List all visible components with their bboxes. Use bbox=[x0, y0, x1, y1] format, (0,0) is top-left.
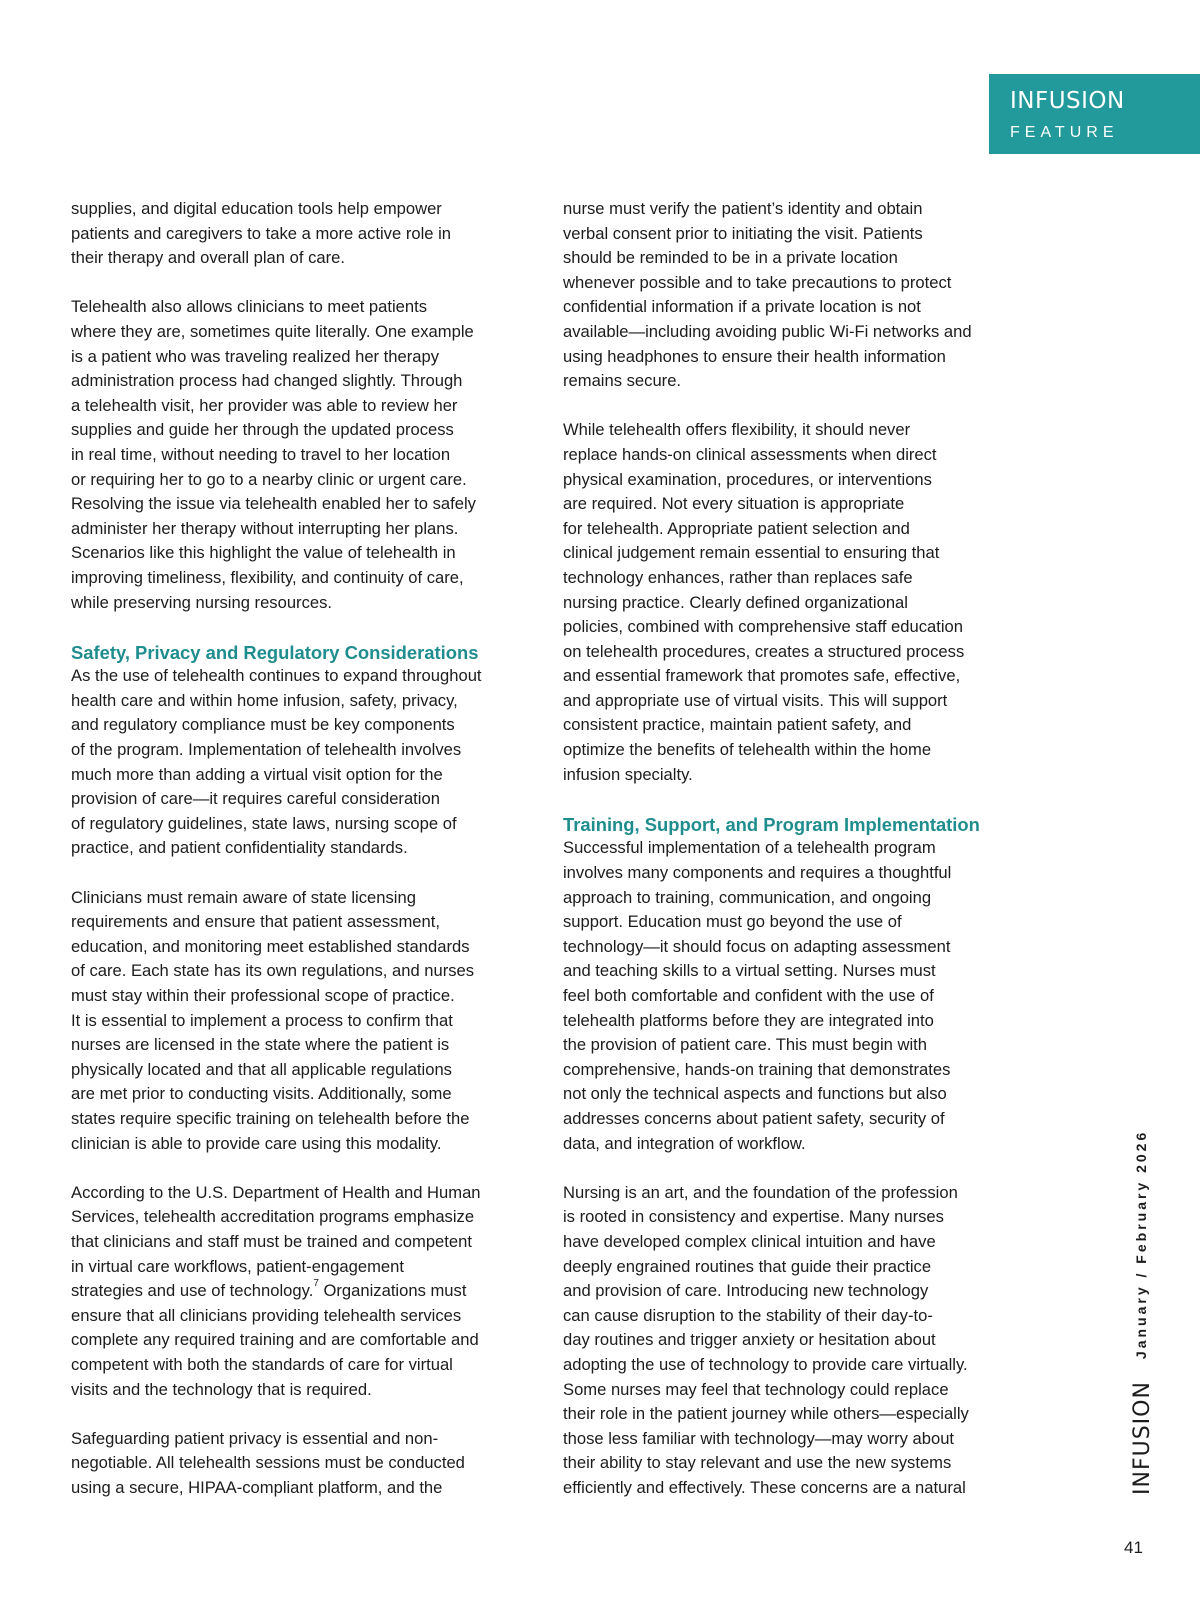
left-paragraph-5-part-b: Organizations must ensure that all clinicians providing telehealth services complete any required training and are comfortable and competent with both the standards of care for virtual visits and the technology that is required. bbox=[71, 1281, 479, 1399]
section-heading-training: Training, Support, and Program Implementation bbox=[563, 813, 980, 835]
badge-section-label: FEATURE bbox=[1010, 124, 1119, 141]
reference-superscript: 7 bbox=[313, 1278, 319, 1290]
section-heading-safety: Safety, Privacy and Regulatory Considerations bbox=[71, 641, 479, 663]
right-column bbox=[563, 197, 1023, 1525]
right-paragraph-2: While telehealth offers flexibility, it should never replace hands-on clinical assessments when direct physical examination, procedures, or interventions are required. Not every situation is appropriate for telehealth. Appropriate patient selection and clinical judgement remain essential to ensuring that technology enhances, rather than replaces safe nursing practice. Clearly defined organizational policies, combined with comprehensive staff education on telehealth procedures, creates a structured process and essential framework that promotes safe, effective, and appropriate use of virtual visits. This will support consistent practice, maintain patient safety, and optimize the benefits of telehealth within the home infusion specialty. bbox=[563, 420, 965, 784]
page-number: 41 bbox=[1124, 1538, 1143, 1557]
vertical-footer bbox=[1130, 1130, 1155, 1495]
left-paragraph-6: Safeguarding patient privacy is essential and non- negotiable. All telehealth sessions must be conducted using a secure, HIPAA-compliant platform, and the bbox=[71, 1428, 465, 1497]
right-paragraph-3: Successful implementation of a telehealth program involves many components and requires a thoughtful approach to training, communication, and ongoing support. Education must go beyond the use of technology—it should focus on adapting assessment and teaching skills to a virtual setting. Nurses must feel both comfortable and confident with the use of telehealth platforms before they are integrated into the provision of patient care. This must begin with comprehensive, hands-on training that demonstrates not only the technical aspects and functions but also addresses concerns about patient safety, security of data, and integration of workflow. bbox=[563, 838, 952, 1153]
right-paragraph-4: Nursing is an art, and the foundation of the profession is rooted in consistency and expertise. Many nurses have developed complex clinical intuition and have deeply engrained routines that guide their practice and provision of care. Introducing new technology can cause disruption to the stability of their day-to- day routines and trigger anxiety or hesitation about adopting the use of technology to provide care virtually. Some nurses may feel that technology could replace their role in the patient journey while others—especially those less familiar with technology—may worry about their ability to stay relevant and use the new systems efficiently and effectively. These concerns are a natural bbox=[563, 1182, 969, 1497]
badge-brand-logo: INFUSION bbox=[1010, 88, 1125, 114]
left-paragraph-5-part-a: According to the U.S. Department of Health and Human Services, telehealth accreditation programs emphasize that clinicians and staff must be trained and competent in virtual care workflows, patient-engagement strategies and use of technology. bbox=[71, 1182, 481, 1301]
left-paragraph-2: Telehealth also allows clinicians to meet patients where they are, sometimes quite literally. One example is a patient who was traveling realized her therapy administration process had changed slightly. Through a telehealth visit, her provider was able to review her supplies and guide her through the updated process in real time, without needing to travel to her location or requiring her to go to a nearby clinic or urgent care. Resolving the issue via telehealth enabled her to safely administer her therapy without interrupting her plans. Scenarios like this highlight the value of telehealth in improving timeliness, flexibility, and continuity of care, while preserving nursing resources. bbox=[71, 297, 476, 612]
left-paragraph-1: supplies, and digital education tools help empower patients and caregivers to take a more active role in their therapy and overall plan of care. bbox=[71, 199, 452, 268]
right-paragraph-1: nurse must verify the patient’s identity and obtain verbal consent prior to initiating the visit. Patients should be reminded to be in a private location whenever possible and to take precautions to protect confidential information if a private location is not available—including avoiding public Wi-Fi networks and using headphones to ensure their health information remains secure. bbox=[563, 199, 972, 391]
footer-brand-logo: INFUSION bbox=[1130, 1381, 1155, 1495]
left-paragraph-3: As the use of telehealth continues to expand throughout health care and within home infusion, safety, privacy, and regulatory compliance must be key components of the program. Implementation of telehealth involves much more than adding a virtual visit option for the provision of care—it requires careful consideration of regulatory guidelines, state laws, nursing scope of practice, and patient confidentiality standards. bbox=[71, 666, 482, 858]
left-paragraph-4: Clinicians must remain aware of state licensing requirements and ensure that patient assessment, education, and monitoring meet established standards of care. Each state has its own regulations, and nurses must stay within their professional scope of practice. It is essential to implement a process to confirm that nurses are licensed in the state where the patient is physically located and that all applicable regulations are met prior to conducting visits. Additionally, some states require specific training on telehealth before the clinician is able to provide care using this modality. bbox=[71, 887, 475, 1153]
section-badge bbox=[989, 74, 1200, 154]
issue-date: January / February 2026 bbox=[1133, 1129, 1149, 1360]
left-paragraph-5 bbox=[71, 1181, 531, 1402]
left-column bbox=[71, 197, 531, 1525]
